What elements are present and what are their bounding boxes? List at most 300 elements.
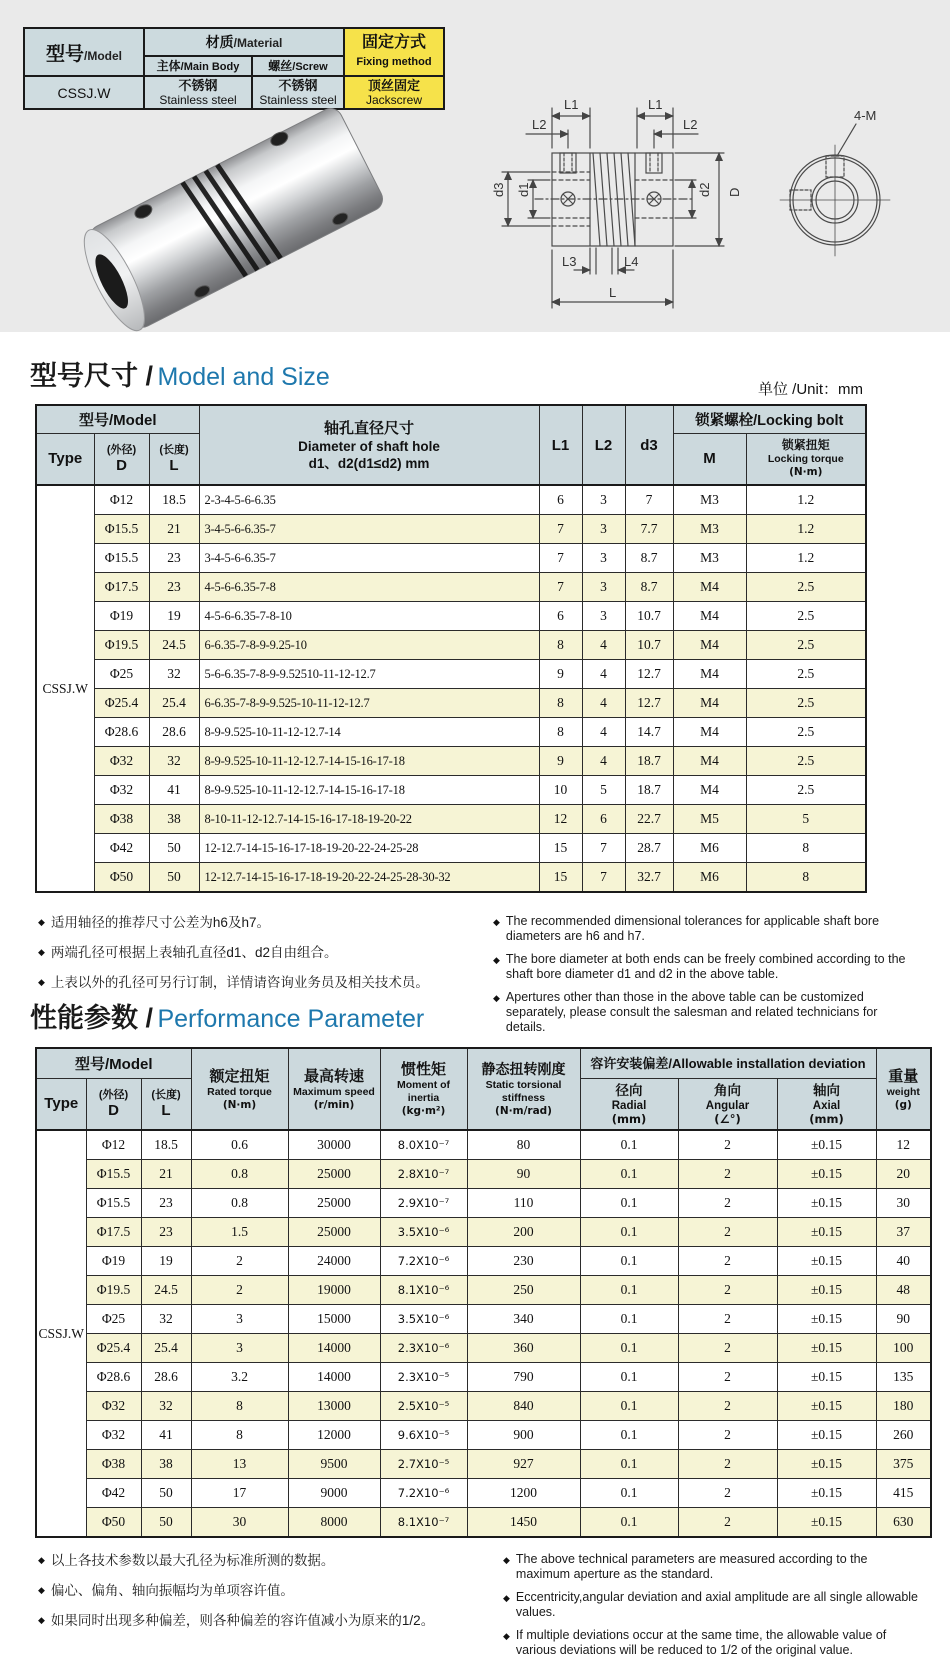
technical-drawing xyxy=(440,98,940,330)
size-table-row xyxy=(36,863,866,893)
cell-inertia: 2.3X10⁻⁶ xyxy=(380,1334,467,1363)
cell-radial: 0.1 xyxy=(580,1334,678,1363)
size-table-row xyxy=(36,718,866,747)
perf-table-row xyxy=(36,1479,931,1508)
cell-l2: 3 xyxy=(582,544,625,573)
diamond-bullet-icon: ◆ xyxy=(38,1585,45,1595)
dim-label: L1 xyxy=(648,97,663,112)
cell-angular: 2 xyxy=(678,1247,777,1276)
perf-table-row xyxy=(36,1305,931,1334)
cell-l2: 3 xyxy=(582,573,625,602)
perf-table-row xyxy=(36,1392,931,1421)
perf-title-en: Performance Parameter xyxy=(157,1005,425,1033)
cell-rated-torque: 0.8 xyxy=(191,1189,288,1218)
size-title-zh: 型号尺寸 / xyxy=(30,361,154,391)
cell-angular: 2 xyxy=(678,1479,777,1508)
col-header-locking-bolt: 锁紧螺栓/Locking bolt xyxy=(673,405,866,433)
type-cell: CSSJ.W xyxy=(36,485,94,892)
cell-l2: 3 xyxy=(582,602,625,631)
cell-outer-diameter: Φ12 xyxy=(86,1130,141,1160)
size-table xyxy=(35,404,867,893)
col-header-inertia: 惯性矩 Moment of inertia (kg·m²) xyxy=(380,1048,467,1130)
cell-max-speed: 25000 xyxy=(288,1218,380,1247)
cell-d3: 10.7 xyxy=(625,631,673,660)
cell-length: 18.5 xyxy=(141,1130,191,1160)
cell-inertia: 7.2X10⁻⁶ xyxy=(380,1247,467,1276)
dim-label: L2 xyxy=(683,117,698,132)
cell-rated-torque: 13 xyxy=(191,1450,288,1479)
screw-value-zh: 不锈钢 xyxy=(278,78,318,93)
cell-weight: 375 xyxy=(876,1450,931,1479)
cell-weight: 630 xyxy=(876,1508,931,1538)
diamond-bullet-icon: ◆ xyxy=(503,1555,510,1565)
cell-shaft-holes: 8-9-9.525-10-11-12-12.7-14-15-16-17-18 xyxy=(199,776,539,805)
hole-zh: 轴孔直径尺寸 xyxy=(324,419,415,437)
cell-shaft-holes: 4-5-6-6.35-7-8-10 xyxy=(199,602,539,631)
cell-length: 21 xyxy=(141,1160,191,1189)
col-header-max-speed: 最高转速 Maximum speed (r/min) xyxy=(288,1048,380,1130)
perf-table-row xyxy=(36,1421,931,1450)
col-header-rated-torque: 额定扭矩 Rated torque (N·m) xyxy=(191,1048,288,1130)
cell-d3: 8.7 xyxy=(625,573,673,602)
spec-model-zh: 型号 xyxy=(45,43,84,65)
cell-m: M6 xyxy=(673,834,746,863)
hole-range: d1、d2(d1≤d2) mm xyxy=(308,455,430,471)
note-item xyxy=(503,1552,923,1582)
spec-model-header xyxy=(24,28,144,76)
perf-section-title xyxy=(30,996,424,1035)
note-item xyxy=(493,952,918,982)
cell-length: 23 xyxy=(141,1189,191,1218)
cell-length: 38 xyxy=(149,805,199,834)
cell-shaft-holes: 6-6.35-7-8-9-9.525-10-11-12-12.7 xyxy=(199,689,539,718)
cell-rated-torque: 3 xyxy=(191,1305,288,1334)
perf-table-row xyxy=(36,1247,931,1276)
cell-stiffness: 790 xyxy=(467,1363,580,1392)
cell-stiffness: 80 xyxy=(467,1130,580,1160)
cell-radial: 0.1 xyxy=(580,1305,678,1334)
size-table-row xyxy=(36,602,866,631)
cell-m: M4 xyxy=(673,602,746,631)
cell-length: 19 xyxy=(149,602,199,631)
cell-stiffness: 110 xyxy=(467,1189,580,1218)
cell-l1: 15 xyxy=(539,834,582,863)
cell-length: 28.6 xyxy=(141,1363,191,1392)
hole-en: Diameter of shaft hole xyxy=(298,438,440,454)
cell-angular: 2 xyxy=(678,1305,777,1334)
cell-outer-diameter: Φ17.5 xyxy=(86,1218,141,1247)
note-item xyxy=(38,1612,478,1629)
cell-weight: 40 xyxy=(876,1247,931,1276)
cell-length: 23 xyxy=(149,544,199,573)
cell-axial: ±0.15 xyxy=(777,1450,876,1479)
cell-length: 19 xyxy=(141,1247,191,1276)
note-item xyxy=(493,990,918,1035)
cell-length: 50 xyxy=(141,1479,191,1508)
cell-axial: ±0.15 xyxy=(777,1479,876,1508)
note-text: The bore diameter at both ends can be freely combined according to the shaft bore diameter d1 and d2 in the above table. xyxy=(505,952,906,981)
cell-outer-diameter: Φ15.5 xyxy=(86,1189,141,1218)
dim-label: L xyxy=(609,285,617,300)
cell-l2: 5 xyxy=(582,776,625,805)
dim-label: d3 xyxy=(491,182,506,197)
size-table-row xyxy=(36,631,866,660)
cell-l2: 7 xyxy=(582,834,625,863)
cell-locking-torque: 8 xyxy=(746,834,866,863)
cell-outer-diameter: Φ15.5 xyxy=(94,544,149,573)
cell-weight: 180 xyxy=(876,1392,931,1421)
cell-radial: 0.1 xyxy=(580,1160,678,1189)
cell-l1: 7 xyxy=(539,544,582,573)
cell-length: 32 xyxy=(149,747,199,776)
cell-locking-torque: 5 xyxy=(746,805,866,834)
note-text: If multiple deviations occur at the same time, the allowable value of various deviations will be reduced to 1/2 of the original value. xyxy=(515,1628,887,1657)
cell-inertia: 2.5X10⁻⁵ xyxy=(380,1392,467,1421)
cell-inertia: 2.7X10⁻⁵ xyxy=(380,1450,467,1479)
cell-outer-diameter: Φ25.4 xyxy=(86,1334,141,1363)
cell-outer-diameter: Φ38 xyxy=(94,805,149,834)
cell-inertia: 3.5X10⁻⁶ xyxy=(380,1305,467,1334)
cell-outer-diameter: Φ25 xyxy=(86,1305,141,1334)
fixing-value-zh: 顶丝固定 xyxy=(367,78,420,93)
col-header-l2: L2 xyxy=(582,405,625,485)
product-photo xyxy=(52,104,420,330)
cell-outer-diameter: Φ50 xyxy=(86,1508,141,1538)
cell-rated-torque: 2 xyxy=(191,1247,288,1276)
col-header-axial: 轴向 Axial (mm) xyxy=(777,1078,876,1130)
cell-d3: 14.7 xyxy=(625,718,673,747)
cell-max-speed: 14000 xyxy=(288,1363,380,1392)
cell-outer-diameter: Φ19 xyxy=(94,602,149,631)
cell-locking-torque: 2.5 xyxy=(746,602,866,631)
note-text: 偏心、偏角、轴向振幅均为单项容许值。 xyxy=(50,1583,294,1598)
cell-inertia: 7.2X10⁻⁶ xyxy=(380,1479,467,1508)
cell-rated-torque: 8 xyxy=(191,1421,288,1450)
spec-fixing-header xyxy=(344,28,444,76)
spec-material-en: /Material xyxy=(233,36,283,50)
cell-d3: 7.7 xyxy=(625,515,673,544)
cell-l1: 12 xyxy=(539,805,582,834)
cell-angular: 2 xyxy=(678,1450,777,1479)
diamond-bullet-icon: ◆ xyxy=(38,917,45,927)
unit-note: 单位 /Unit：mm xyxy=(757,381,863,398)
cell-stiffness: 900 xyxy=(467,1421,580,1450)
size-table-row xyxy=(36,573,866,602)
screw-value-en: Stainless steel xyxy=(259,93,337,107)
cell-m: M6 xyxy=(673,863,746,893)
cell-d3: 12.7 xyxy=(625,689,673,718)
cell-radial: 0.1 xyxy=(580,1392,678,1421)
cell-max-speed: 12000 xyxy=(288,1421,380,1450)
cell-inertia: 2.3X10⁻⁵ xyxy=(380,1363,467,1392)
cell-max-speed: 8000 xyxy=(288,1508,380,1538)
cell-max-speed: 14000 xyxy=(288,1334,380,1363)
cell-max-speed: 9500 xyxy=(288,1450,380,1479)
cell-radial: 0.1 xyxy=(580,1189,678,1218)
cell-rated-torque: 3.2 xyxy=(191,1363,288,1392)
diamond-bullet-icon: ◆ xyxy=(38,977,45,987)
cell-weight: 415 xyxy=(876,1479,931,1508)
cell-outer-diameter: Φ50 xyxy=(94,863,149,893)
spec-model-value: CSSJ.W xyxy=(24,76,144,109)
cell-length: 38 xyxy=(141,1450,191,1479)
cell-l1: 7 xyxy=(539,573,582,602)
col-header-radial: 径向 Radial (mm) xyxy=(580,1078,678,1130)
cell-rated-torque: 0.8 xyxy=(191,1160,288,1189)
cell-length: 50 xyxy=(149,834,199,863)
cell-stiffness: 1450 xyxy=(467,1508,580,1538)
cell-outer-diameter: Φ12 xyxy=(94,485,149,515)
screw-zh: 螺丝 xyxy=(268,59,293,73)
cell-outer-diameter: Φ15.5 xyxy=(86,1160,141,1189)
cell-length: 25.4 xyxy=(141,1334,191,1363)
cell-l1: 8 xyxy=(539,689,582,718)
cell-max-speed: 15000 xyxy=(288,1305,380,1334)
cell-angular: 2 xyxy=(678,1508,777,1538)
perf-table-row xyxy=(36,1160,931,1189)
cell-stiffness: 90 xyxy=(467,1160,580,1189)
cell-m: M3 xyxy=(673,485,746,515)
col-header-deviation: 容许安装偏差/Allowable installation deviation xyxy=(580,1048,876,1078)
cell-outer-diameter: Φ32 xyxy=(94,747,149,776)
cell-length: 32 xyxy=(141,1305,191,1334)
cell-length: 32 xyxy=(149,660,199,689)
cell-length: 25.4 xyxy=(149,689,199,718)
cell-m: M3 xyxy=(673,544,746,573)
cell-length: 50 xyxy=(141,1508,191,1538)
note-item xyxy=(38,914,468,931)
cell-rated-torque: 1.5 xyxy=(191,1218,288,1247)
note-item xyxy=(503,1628,923,1658)
note-text: Eccentricity,angular deviation and axial amplitude are all single allowable values. xyxy=(515,1590,919,1619)
dim-label: D xyxy=(727,187,742,197)
cell-outer-diameter: Φ25.4 xyxy=(94,689,149,718)
cell-m: M4 xyxy=(673,776,746,805)
col-header-model: 型号/Model xyxy=(36,1048,191,1078)
perf-table-row xyxy=(36,1363,931,1392)
cell-radial: 0.1 xyxy=(580,1508,678,1538)
cell-l1: 15 xyxy=(539,863,582,893)
cell-locking-torque: 2.5 xyxy=(746,689,866,718)
cell-angular: 2 xyxy=(678,1392,777,1421)
cell-stiffness: 360 xyxy=(467,1334,580,1363)
cell-weight: 30 xyxy=(876,1189,931,1218)
note-text: 上表以外的孔径可另行订制，详情请咨询业务员及相关技术员。 xyxy=(50,975,429,990)
mainbody-zh: 主体 xyxy=(156,59,181,73)
cell-stiffness: 230 xyxy=(467,1247,580,1276)
diamond-bullet-icon: ◆ xyxy=(493,955,500,965)
cell-rated-torque: 3 xyxy=(191,1334,288,1363)
cell-axial: ±0.15 xyxy=(777,1160,876,1189)
cell-locking-torque: 2.5 xyxy=(746,631,866,660)
mainbody-value-en: Stainless steel xyxy=(159,93,237,107)
size-table-row xyxy=(36,660,866,689)
cell-radial: 0.1 xyxy=(580,1130,678,1160)
cell-axial: ±0.15 xyxy=(777,1276,876,1305)
cell-d3: 18.7 xyxy=(625,747,673,776)
size-title-en: Model and Size xyxy=(157,363,330,391)
cell-max-speed: 9000 xyxy=(288,1479,380,1508)
cell-outer-diameter: Φ32 xyxy=(94,776,149,805)
note-text: Apertures other than those in the above table can be customized separately, please consult the salesman and related technicians for details. xyxy=(505,990,878,1034)
cell-inertia: 8.1X10⁻⁷ xyxy=(380,1508,467,1538)
cell-weight: 90 xyxy=(876,1305,931,1334)
cell-radial: 0.1 xyxy=(580,1421,678,1450)
col-header-angular: 角向 Angular (∠°) xyxy=(678,1078,777,1130)
note-text: The above technical parameters are measured according to the maximum aperture as the standard. xyxy=(515,1552,868,1581)
cell-d3: 22.7 xyxy=(625,805,673,834)
cell-angular: 2 xyxy=(678,1363,777,1392)
cell-stiffness: 340 xyxy=(467,1305,580,1334)
diamond-bullet-icon: ◆ xyxy=(38,947,45,957)
cell-outer-diameter: Φ32 xyxy=(86,1421,141,1450)
cell-axial: ±0.15 xyxy=(777,1363,876,1392)
diamond-bullet-icon: ◆ xyxy=(503,1593,510,1603)
col-header-d3: d3 xyxy=(625,405,673,485)
cell-l1: 9 xyxy=(539,660,582,689)
diamond-bullet-icon: ◆ xyxy=(503,1631,510,1641)
cell-shaft-holes: 8-10-11-12-12.7-14-15-16-17-18-19-20-22 xyxy=(199,805,539,834)
mainbody-value-zh: 不锈钢 xyxy=(178,78,218,93)
diamond-bullet-icon: ◆ xyxy=(38,1555,45,1565)
cell-angular: 2 xyxy=(678,1334,777,1363)
side-view xyxy=(780,124,890,256)
spec-material-header xyxy=(144,28,344,56)
mainbody-en: /Main Body xyxy=(180,61,240,73)
cell-weight: 20 xyxy=(876,1160,931,1189)
note-item xyxy=(38,1582,478,1599)
size-notes-en xyxy=(493,914,918,1043)
cell-d3: 8.7 xyxy=(625,544,673,573)
cell-outer-diameter: Φ42 xyxy=(86,1479,141,1508)
cell-outer-diameter: Φ28.6 xyxy=(86,1363,141,1392)
cell-length: 50 xyxy=(149,863,199,893)
spec-screw-header xyxy=(252,56,344,76)
perf-table-row xyxy=(36,1508,931,1538)
cell-d3: 12.7 xyxy=(625,660,673,689)
dim-label: L4 xyxy=(624,254,639,269)
cell-outer-diameter: Φ28.6 xyxy=(94,718,149,747)
col-header-m: M xyxy=(673,433,746,485)
cell-length: 23 xyxy=(141,1218,191,1247)
note-text: 两端孔径可根据上表轴孔直径d1、d2自由组合。 xyxy=(50,945,338,960)
cell-l1: 8 xyxy=(539,631,582,660)
spec-fixing-en: Fixing method xyxy=(356,56,432,68)
cell-stiffness: 840 xyxy=(467,1392,580,1421)
perf-notes xyxy=(38,1552,923,1666)
cell-outer-diameter: Φ25 xyxy=(94,660,149,689)
fixing-value-en: Jackscrew xyxy=(365,93,422,107)
cell-axial: ±0.15 xyxy=(777,1392,876,1421)
cell-d3: 18.7 xyxy=(625,776,673,805)
cell-l1: 7 xyxy=(539,515,582,544)
cell-angular: 2 xyxy=(678,1421,777,1450)
cell-shaft-holes: 2-3-4-5-6-6.35 xyxy=(199,485,539,515)
cell-locking-torque: 2.5 xyxy=(746,747,866,776)
perf-title-zh: 性能参数 / xyxy=(30,1003,154,1033)
cell-shaft-holes: 3-4-5-6-6.35-7 xyxy=(199,544,539,573)
cell-shaft-holes: 8-9-9.525-10-11-12-12.7-14 xyxy=(199,718,539,747)
cell-outer-diameter: Φ19.5 xyxy=(94,631,149,660)
cell-max-speed: 24000 xyxy=(288,1247,380,1276)
cell-weight: 100 xyxy=(876,1334,931,1363)
dim-label: L1 xyxy=(564,97,579,112)
cell-locking-torque: 2.5 xyxy=(746,573,866,602)
spec-card xyxy=(23,27,445,110)
cell-l2: 4 xyxy=(582,689,625,718)
cell-length: 41 xyxy=(141,1421,191,1450)
cell-max-speed: 30000 xyxy=(288,1130,380,1160)
note-item xyxy=(38,944,468,961)
dim-label: d1 xyxy=(516,182,531,197)
diamond-bullet-icon: ◆ xyxy=(493,917,500,927)
size-table-row xyxy=(36,834,866,863)
size-table-row xyxy=(36,747,866,776)
cell-locking-torque: 1.2 xyxy=(746,485,866,515)
cell-max-speed: 25000 xyxy=(288,1189,380,1218)
cell-l1: 6 xyxy=(539,602,582,631)
cell-stiffness: 200 xyxy=(467,1218,580,1247)
col-header-d: (外径) D xyxy=(94,433,149,485)
cell-length: 28.6 xyxy=(149,718,199,747)
cell-radial: 0.1 xyxy=(580,1450,678,1479)
perf-notes-en xyxy=(503,1552,923,1666)
cell-l1: 10 xyxy=(539,776,582,805)
cell-inertia: 2.8X10⁻⁷ xyxy=(380,1160,467,1189)
cell-inertia: 3.5X10⁻⁶ xyxy=(380,1218,467,1247)
cell-outer-diameter: Φ32 xyxy=(86,1392,141,1421)
cell-stiffness: 250 xyxy=(467,1276,580,1305)
cell-axial: ±0.15 xyxy=(777,1421,876,1450)
cell-locking-torque: 1.2 xyxy=(746,544,866,573)
cell-weight: 12 xyxy=(876,1130,931,1160)
cell-weight: 135 xyxy=(876,1363,931,1392)
cell-d3: 28.7 xyxy=(625,834,673,863)
cell-weight: 37 xyxy=(876,1218,931,1247)
diamond-bullet-icon: ◆ xyxy=(38,1615,45,1625)
perf-table-row xyxy=(36,1130,931,1160)
spec-material-zh: 材质 xyxy=(205,34,234,50)
cell-l2: 4 xyxy=(582,747,625,776)
cell-max-speed: 25000 xyxy=(288,1160,380,1189)
cell-inertia: 2.9X10⁻⁷ xyxy=(380,1189,467,1218)
col-header-model: 型号/Model xyxy=(36,405,199,433)
col-header-locking-torque: 锁紧扭矩 Locking torque (N·m) xyxy=(746,433,866,485)
cell-axial: ±0.15 xyxy=(777,1334,876,1363)
size-table-row xyxy=(36,485,866,515)
cell-locking-torque: 2.5 xyxy=(746,718,866,747)
top-band xyxy=(0,0,950,332)
cell-l2: 3 xyxy=(582,515,625,544)
cell-radial: 0.1 xyxy=(580,1363,678,1392)
cell-rated-torque: 2 xyxy=(191,1276,288,1305)
cell-axial: ±0.15 xyxy=(777,1247,876,1276)
cell-stiffness: 927 xyxy=(467,1450,580,1479)
front-view xyxy=(502,108,724,308)
cell-rated-torque: 17 xyxy=(191,1479,288,1508)
cell-m: M4 xyxy=(673,660,746,689)
cell-angular: 2 xyxy=(678,1160,777,1189)
cell-outer-diameter: Φ38 xyxy=(86,1450,141,1479)
cell-d3: 32.7 xyxy=(625,863,673,893)
screw-en: /Screw xyxy=(292,61,328,73)
cell-l2: 7 xyxy=(582,863,625,893)
cell-shaft-holes: 12-12.7-14-15-16-17-18-19-20-22-24-25-28-30-32 xyxy=(199,863,539,893)
cell-length: 23 xyxy=(149,573,199,602)
type-cell: CSSJ.W xyxy=(36,1130,86,1537)
col-header-d: (外径) D xyxy=(86,1078,141,1130)
note-text: 如果同时出现多种偏差，则各种偏差的容许值减小为原来的1/2。 xyxy=(50,1613,435,1628)
